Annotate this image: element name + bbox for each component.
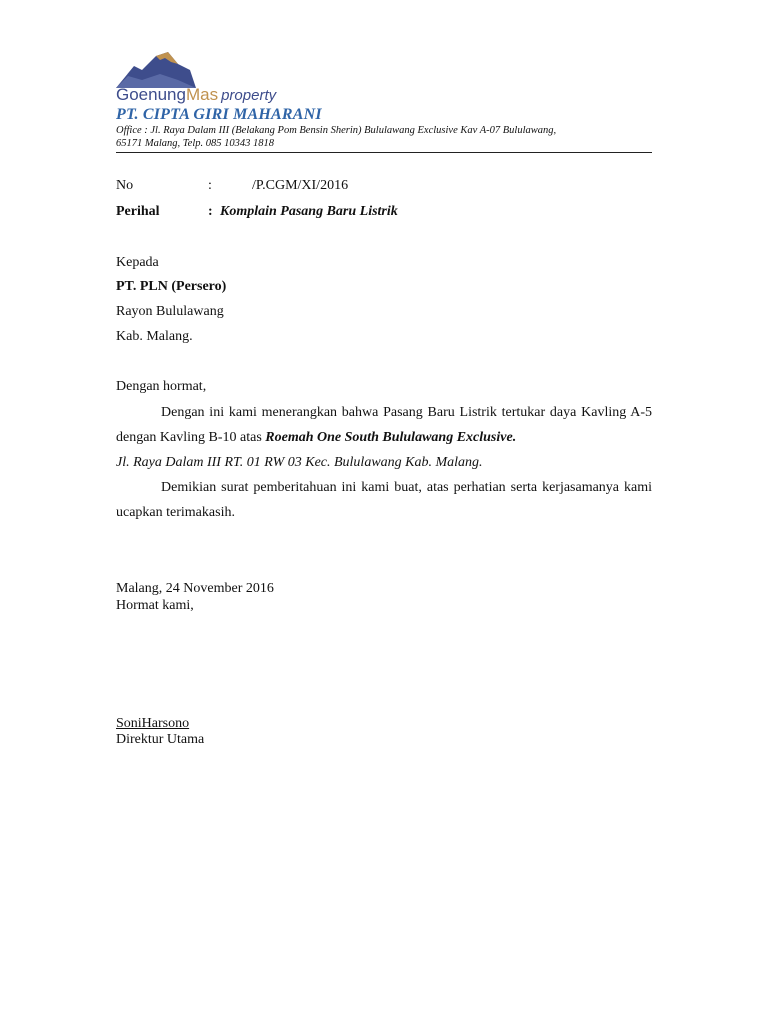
company-address [116,124,656,150]
mountain-logo-icon [116,50,291,88]
recipient-name: PT. PLN (Persero) [116,279,227,294]
no-colon: : [208,178,212,193]
brand-mas: Mas [185,85,219,104]
brand-wordmark [116,85,276,106]
body-paragraph-2 [116,475,652,525]
body-paragraph-1 [116,400,652,475]
company-name: PT. CIPTA GIRI MAHARANI [116,106,322,123]
recipient-line-2: Kab. Malang. [116,329,193,344]
header-divider [116,152,652,153]
project-name: Roemah One South Bululawang Exclusive. [265,430,517,445]
closing-regards: Hormat kami, [116,598,194,613]
letter-subject: Komplain Pasang Baru Listrik [220,204,398,219]
address-line-2: 65171 Malang, Telp. 085 10343 1818 [116,138,274,149]
brand-goenung: Goenung [116,85,186,104]
place-date: Malang, 24 November 2016 [116,581,274,596]
no-label: No [116,178,134,193]
brand-property: property [221,87,277,104]
perihal-label: Perihal [116,204,160,219]
greeting: Dengan hormat, [116,379,207,394]
signer-title: Direktur Utama [116,732,205,747]
perihal-colon: : [208,204,213,219]
letter-number: /P.CGM/XI/2016 [252,178,349,193]
project-address: Jl. Raya Dalam III RT. 01 RW 03 Kec. Bululawang Kab. Malang. [116,455,483,470]
recipient-line-1: Rayon Bululawang [116,304,224,319]
kepada-label: Kepada [116,255,159,270]
company-logo [116,50,291,106]
signer-name: SoniHarsono [116,716,190,731]
paragraph-1-text: Dengan ini kami menerangkan bahwa Pasang Baru Listrik tertukar daya Kavling A-5 dengan Kavling B-10 atas [116,405,652,445]
address-line-1: Office : Jl. Raya Dalam III (Belakang Pom Bensin Sherin) Bululawang Exclusive Kav A-07 Bululawang, [116,125,557,136]
paragraph-2-text: Demikian surat pemberitahuan ini kami buat, atas perhatian serta kerjasamanya kami ucapkan terimakasih. [116,480,652,520]
